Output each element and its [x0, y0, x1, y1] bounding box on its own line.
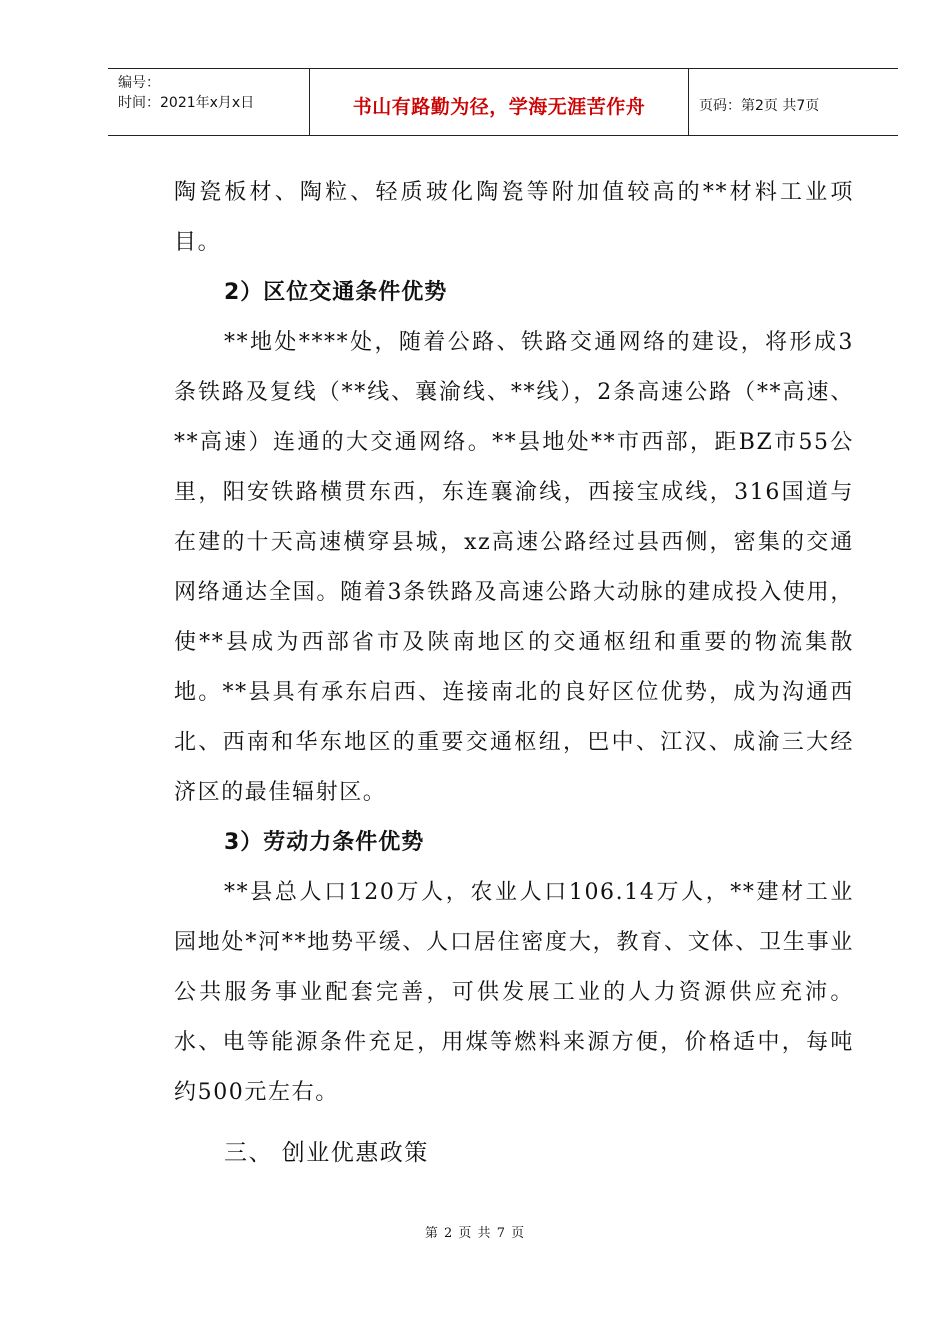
paragraph-transport: **地处****处，随着公路、铁路交通网络的建设，将形成3条铁路及复线（**线、襄渝线、**线），2条高速公路（**高速、**高速）连通的大交通网络。**县地处**市西部，距BZ市55公里，阳安铁路横贯东西，东连襄渝线，西接宝成线，316国道与在建的十天高速横穿县城，xz高速公路经过县西侧，密集的交通网络通达全国。随着3条铁路及高速公路大动脉的建成投入使用，使**县成为西部省市及陕南地区的交通枢纽和重要的物流集散地。**县具有承东启西、连接南北的良好区位优势，成为沟通西北、西南和华东地区的重要交通枢纽，巴中、江汉、成渝三大经济区的最佳辐射区。	[174, 330, 854, 805]
document-body	[174, 168, 854, 1178]
paragraph-materials: 陶瓷板材、陶粒、轻质玻化陶瓷等附加值较高的**材料工业项目。	[174, 180, 854, 255]
paragraph-labor: **县总人口120万人，农业人口106.14万人，**建材工业园地处*河**地势平缓、人口居住密度大，教育、文体、卫生事业公共服务事业配套完善，可供发展工业的人力资源供应充沛。水、电等能源条件充足，用煤等燃料来源方便，价格适中，每吨约500元左右。	[174, 880, 854, 1105]
time-label: 时间：2021年x月x日	[118, 95, 255, 111]
number-label: 编号：	[118, 75, 160, 91]
header-meta	[108, 69, 310, 135]
heading-transport-advantage: 2）区位交通条件优势	[224, 280, 448, 305]
header-motto: 书山有路勤为径，学海无涯苦作舟	[310, 69, 689, 135]
header-page-info: 页码：第2页 共7页	[699, 98, 820, 114]
section-heading-policies: 三、 创业优惠政策	[224, 1140, 429, 1166]
heading-labor-advantage: 3）劳动力条件优势	[224, 830, 425, 855]
page-footer: 第 2 页 共 7 页	[424, 1226, 526, 1241]
document-header	[108, 68, 898, 136]
